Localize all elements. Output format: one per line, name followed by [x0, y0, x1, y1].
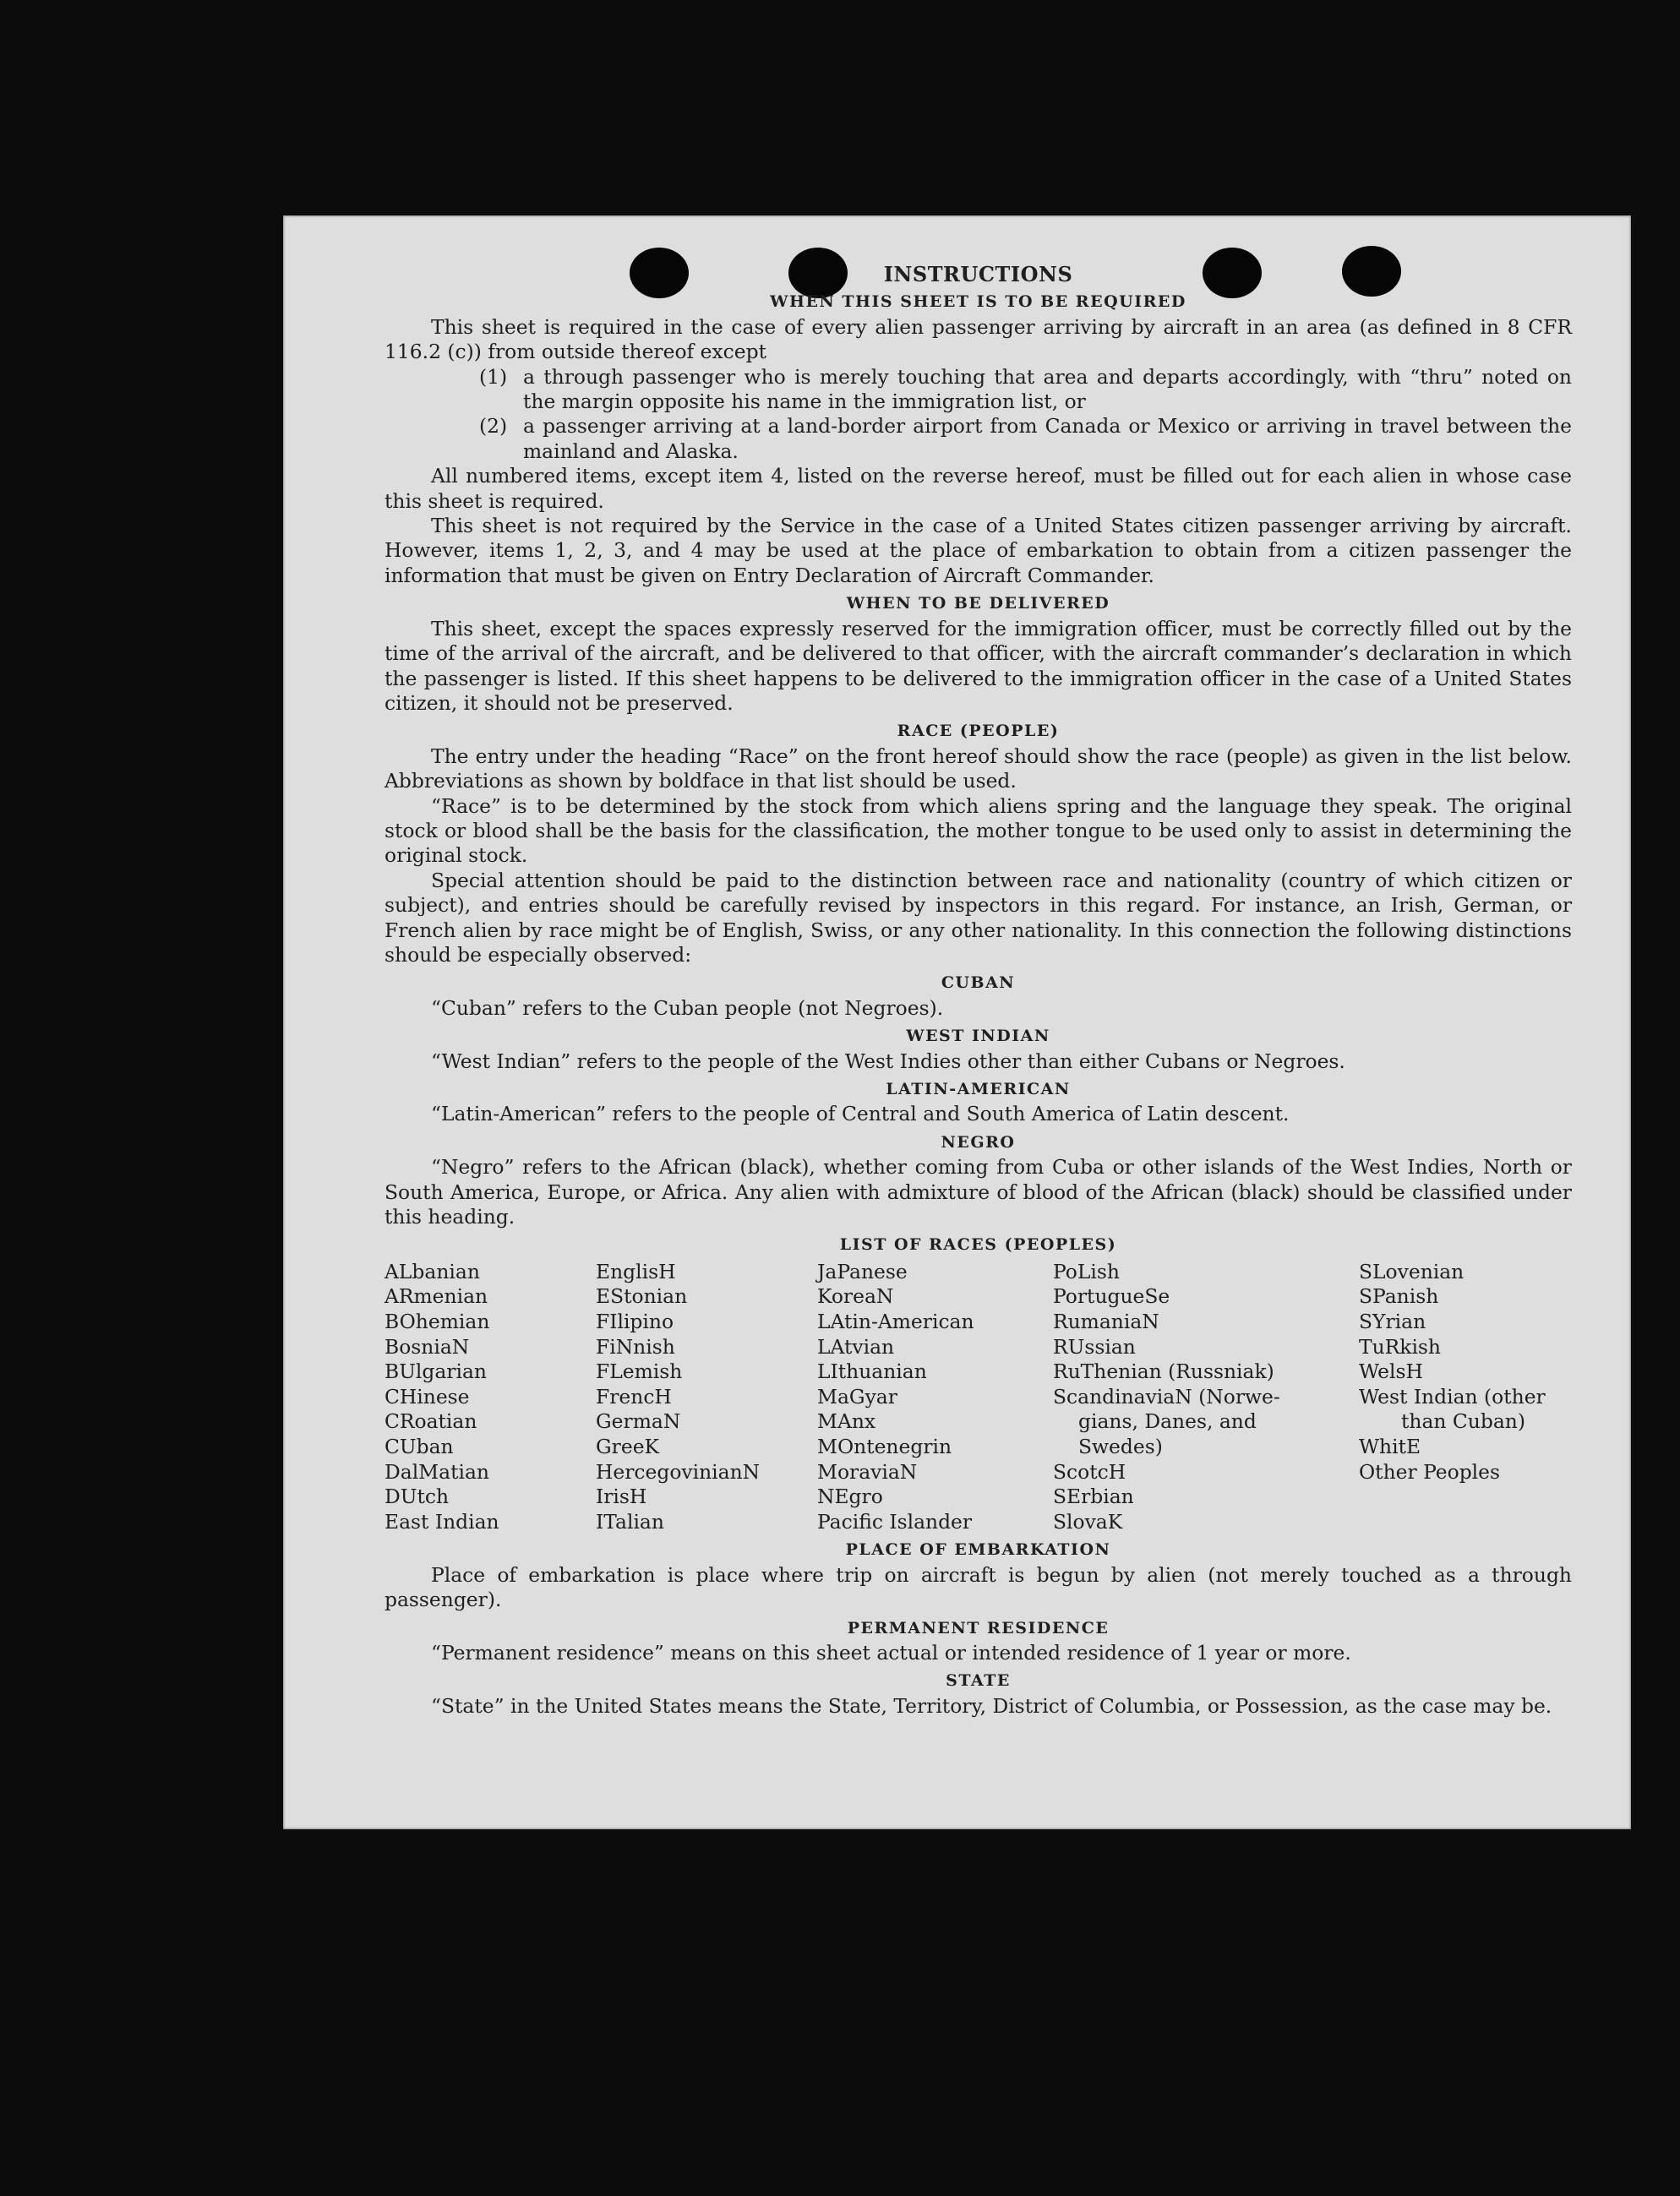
race-item: West Indian (other	[1359, 1384, 1546, 1409]
race-item: DalMatian	[385, 1459, 489, 1484]
heading-embarkation: PLACE OF EMBARKATION	[845, 1540, 1111, 1560]
races-column	[1053, 1260, 1359, 1535]
race-item: WhitE	[1359, 1435, 1421, 1458]
exception-text: a through passenger who is merely touching that area and departs accordingly, with “thru” noted on the margin opposite his name in the immigration list, or	[523, 364, 1572, 414]
paragraph-numbered-items: All numbered items, except item 4, listed on the reverse hereof, must be filled out for each alien in whose case this sheet is required.	[385, 464, 1572, 513]
race-item: RUssian	[1053, 1334, 1136, 1359]
heading-cuban: CUBAN	[941, 973, 1016, 993]
races-list	[385, 1260, 1572, 1535]
race-item: ScotcH	[1053, 1459, 1126, 1484]
paragraph-race-2: “Race” is to be determined by the stock from which aliens spring and the language they speak. The original stock or blood shall be the basis for the classification, the mother tongue to be used only to assist in determining the original stock.	[385, 793, 1572, 868]
race-item: FLemish	[596, 1360, 683, 1384]
paragraph-not-required: This sheet is not required by the Service in the case of a United States citizen passenger arriving by aircraft. However, items 1, 2, 3, and 4 may be used at the place of embarkation to obtain from a citizen passenger the information that must be given on Entry Declaration of Aircraft Commander.	[385, 514, 1572, 587]
exception-item	[479, 414, 1572, 464]
paragraph-cuban: “Cuban” refers to the Cuban people (not Negroes).	[431, 995, 944, 1020]
race-item: LIthuanian	[817, 1360, 927, 1384]
race-item: GreeK	[596, 1435, 660, 1458]
race-item: MaGyar	[817, 1384, 897, 1409]
race-item: HercegovinianN	[596, 1459, 761, 1484]
race-item: CUban	[385, 1435, 454, 1458]
race-item: FiNnish	[596, 1334, 675, 1359]
exception-text: a passenger arriving at a land-border airport from Canada or Mexico or arriving in travel between the mainland and Alaska.	[523, 414, 1572, 463]
paragraph-required: This sheet is required in the case of every alien passenger arriving by aircraft in an area (as defined in 8 CFR 116.2 (c)) from outside thereof except	[385, 314, 1572, 364]
exception-item	[479, 365, 1572, 415]
race-item: NEgro	[817, 1485, 883, 1509]
race-item: EStonian	[596, 1284, 688, 1309]
race-item: MAnx	[817, 1409, 876, 1434]
race-item: JaPanese	[817, 1259, 908, 1283]
paragraph-delivered: This sheet, except the spaces expressly reserved for the immigration officer, must be correctly filled out by the time of the arrival of the aircraft, and be delivered to that officer, with the aircraft commander’s declaration in which the passenger is listed. If this sheet happens to be delivered to the immigration officer in the case of a United States citizen, it should not be preserved.	[385, 616, 1572, 715]
race-item: Swedes)	[1078, 1435, 1163, 1458]
race-item: ARmenian	[385, 1284, 488, 1309]
heading-west-indian: WEST INDIAN	[906, 1027, 1050, 1046]
race-item: PoLish	[1053, 1259, 1120, 1283]
race-item: IrisH	[596, 1485, 647, 1509]
race-item: KoreaN	[817, 1284, 894, 1309]
heading-when-required: WHEN THIS SHEET IS TO BE REQUIRED	[770, 292, 1186, 312]
exception-number: (2)	[479, 414, 508, 439]
races-column	[817, 1260, 1053, 1535]
heading-race: RACE (PEOPLE)	[897, 722, 1060, 741]
race-item: EnglisH	[596, 1259, 676, 1283]
races-column	[385, 1260, 596, 1535]
heading-state: STATE	[946, 1671, 1011, 1691]
race-item: DUtch	[385, 1485, 450, 1509]
race-item: Other Peoples	[1359, 1459, 1501, 1484]
race-item: BOhemian	[385, 1310, 490, 1334]
race-item: ALbanian	[385, 1259, 480, 1283]
race-item: TuRkish	[1359, 1334, 1442, 1359]
race-item: gians, Danes, and	[1078, 1409, 1257, 1434]
race-item: than Cuban)	[1401, 1409, 1525, 1434]
race-item: FIlipino	[596, 1310, 674, 1334]
race-item: FrencH	[596, 1384, 672, 1409]
race-item: CRoatian	[385, 1409, 477, 1434]
race-item: LAtvian	[817, 1334, 895, 1359]
race-item: RuThenian (Russniak)	[1053, 1360, 1274, 1384]
paragraph-latin-american: “Latin-American” refers to the people of Central and South America of Latin descent.	[431, 1102, 1290, 1126]
race-item: SPanish	[1359, 1284, 1439, 1309]
instructions-body	[385, 258, 1572, 1719]
race-item: WelsH	[1359, 1360, 1423, 1384]
race-item: BosniaN	[385, 1334, 470, 1359]
heading-list-of-races: LIST OF RACES (PEOPLES)	[839, 1235, 1117, 1255]
race-item: LAtin-American	[817, 1310, 974, 1334]
race-item: CHinese	[385, 1384, 470, 1409]
race-item: RumaniaN	[1053, 1310, 1159, 1334]
race-item: MoraviaN	[817, 1459, 918, 1484]
paragraph-permanent-residence: “Permanent residence” means on this sheet actual or intended residence of 1 year or more.	[431, 1641, 1351, 1665]
race-item: PortugueSe	[1053, 1284, 1170, 1309]
heading-when-delivered: WHEN TO BE DELIVERED	[846, 594, 1110, 613]
race-item: Pacific Islander	[817, 1509, 973, 1534]
paragraph-west-indian: “West Indian” refers to the people of the West Indies other than either Cubans or Negroes.	[431, 1049, 1345, 1073]
race-item: GermaN	[596, 1409, 681, 1434]
race-item: ITalian	[596, 1509, 664, 1534]
races-column	[1359, 1260, 1572, 1535]
race-item: ScandinaviaN (Norwe-	[1053, 1384, 1280, 1409]
page-title: INSTRUCTIONS	[883, 262, 1073, 286]
race-item: SYrian	[1359, 1310, 1426, 1334]
heading-latin-american: LATIN-AMERICAN	[886, 1080, 1071, 1098]
race-item: SlovaK	[1053, 1509, 1123, 1534]
heading-negro: NEGRO	[941, 1132, 1016, 1152]
race-item: SLovenian	[1359, 1259, 1465, 1283]
race-item: BUlgarian	[385, 1360, 487, 1384]
paragraph-embarkation: Place of embarkation is place where trip on aircraft is begun by alien (not merely touched as a through passenger).	[385, 1562, 1572, 1612]
race-item: MOntenegrin	[817, 1435, 952, 1458]
paragraph-negro: “Negro” refers to the African (black), whether coming from Cuba or other islands of the West Indies, North or South America, Europe, or Africa. Any alien with admixture of blood of the African (black) should be classified under this heading.	[385, 1155, 1572, 1229]
heading-permanent-residence: PERMANENT RESIDENCE	[847, 1618, 1110, 1637]
paragraph-race-3: Special attention should be paid to the distinction between race and nationality (country of which citizen or subject), and entries should be carefully revised by inspectors in this regard. For instance, an Irish, German, or French alien by race might be of English, Swiss, or any other nationality. In this connection the following distinctions should be especially observed:	[385, 868, 1572, 967]
paragraph-race-1: The entry under the heading “Race” on the front hereof should show the race (people) as given in the list below. Abbreviations as shown by boldface in that list should be used.	[385, 744, 1572, 793]
paragraph-state: “State” in the United States means the State, Territory, District of Columbia, or Possession, as the case may be.	[431, 1693, 1552, 1718]
exception-number: (1)	[479, 364, 508, 389]
races-column	[596, 1260, 817, 1535]
race-item: SErbian	[1053, 1485, 1134, 1509]
instruction-sheet	[283, 215, 1631, 1829]
race-item: East Indian	[385, 1509, 499, 1534]
